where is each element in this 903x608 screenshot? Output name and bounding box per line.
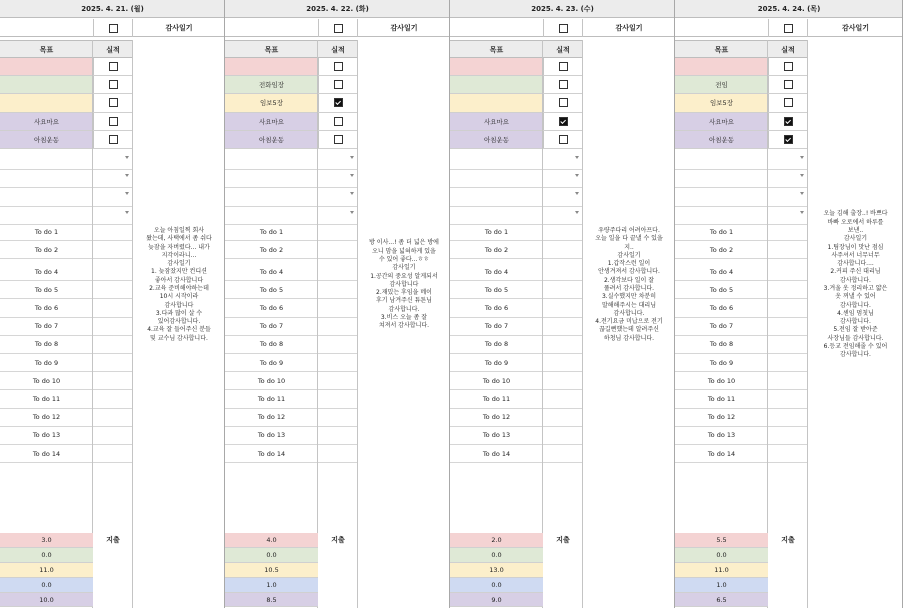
todo-item[interactable]: To do 5 bbox=[0, 281, 93, 299]
todo-item[interactable]: To do 14 bbox=[0, 445, 93, 463]
todo-item[interactable]: To do 8 bbox=[675, 336, 768, 354]
todo-item[interactable]: To do 14 bbox=[450, 445, 543, 463]
todo-item[interactable]: To do 12 bbox=[675, 409, 768, 427]
day-column bbox=[0, 0, 225, 608]
todo-item[interactable]: To do 11 bbox=[675, 390, 768, 408]
day-column bbox=[450, 0, 675, 608]
diary-done-checkbox-wrap bbox=[93, 19, 133, 37]
goal-input[interactable]: 전임 bbox=[715, 81, 728, 90]
stat-value: 3.0 bbox=[0, 533, 93, 548]
date-header: 2025. 4. 22. (화) bbox=[225, 0, 450, 18]
stat-value: 0.0 bbox=[450, 548, 543, 563]
expense-label: 지출 bbox=[556, 536, 570, 545]
diary-header-label: 감사일기 bbox=[615, 24, 643, 32]
day-column bbox=[225, 0, 450, 608]
diary-toggle-row bbox=[450, 19, 675, 37]
stat-value: 11.0 bbox=[675, 563, 768, 578]
stat-value: 0.0 bbox=[450, 578, 543, 593]
diary-header-label: 감사일기 bbox=[390, 24, 418, 32]
todo-item[interactable]: To do 1 bbox=[675, 223, 768, 241]
date-header: 2025. 4. 21. (월) bbox=[0, 0, 225, 18]
todo-item[interactable]: To do 11 bbox=[0, 390, 93, 408]
todo-item[interactable]: To do 1 bbox=[0, 223, 93, 241]
todo-item[interactable]: To do 14 bbox=[675, 445, 768, 463]
todo-item[interactable]: To do 7 bbox=[450, 318, 543, 336]
stat-value: 10.0 bbox=[0, 593, 93, 608]
column-divider bbox=[675, 40, 808, 608]
todo-item[interactable]: To do 12 bbox=[225, 409, 318, 427]
todo-item[interactable]: To do 8 bbox=[0, 336, 93, 354]
todo-item[interactable]: To do 10 bbox=[225, 372, 318, 390]
todo-item[interactable]: To do 4 bbox=[450, 263, 543, 281]
result-column-header: 실적 bbox=[781, 45, 795, 54]
expense-label: 지출 bbox=[106, 536, 120, 545]
goal-input[interactable]: 사요마요 bbox=[258, 117, 285, 126]
todo-item[interactable]: To do 13 bbox=[0, 427, 93, 445]
todo-item[interactable]: To do 2 bbox=[450, 241, 543, 259]
diary-toggle-row bbox=[675, 19, 903, 37]
goal-input[interactable]: 아침운동 bbox=[33, 135, 60, 144]
goal-column-header: 목표 bbox=[714, 45, 729, 54]
diary-done-checkbox-wrap bbox=[768, 19, 808, 37]
todo-item[interactable]: To do 10 bbox=[675, 372, 768, 390]
diary-done-checkbox-wrap bbox=[318, 19, 358, 37]
stat-value: 2.0 bbox=[450, 533, 543, 548]
todo-item[interactable]: To do 6 bbox=[0, 299, 93, 317]
stat-value: 1.0 bbox=[225, 578, 318, 593]
stat-value: 0.0 bbox=[225, 548, 318, 563]
diary-toggle-row bbox=[0, 19, 225, 37]
todo-item[interactable]: To do 7 bbox=[225, 318, 318, 336]
todo-item[interactable]: To do 8 bbox=[225, 336, 318, 354]
date-header: 2025. 4. 24. (목) bbox=[675, 0, 903, 18]
diary-done-checkbox[interactable] bbox=[334, 24, 343, 33]
goal-column-header: 목표 bbox=[489, 45, 504, 54]
diary-toggle-row bbox=[225, 19, 450, 37]
todo-item[interactable]: To do 13 bbox=[675, 427, 768, 445]
diary-text[interactable]: 오늘 아침일찍 회사 왔는데, 사택에서 좀 쉬다 늦잠을 자버렸다... 내가 지각이라니... 감사일기 1. 늦잠잤지만 컨디션 좋아서 감사합니다 2.교육 준비해야하는데 10시 시작이라 감사합니다 3.다과 많이 살 수 있어감사합니다. 4.교육 잘 들어주신 분들 및 교수님 감사합니다. bbox=[146, 226, 212, 342]
goal-input[interactable]: 사요마요 bbox=[33, 117, 60, 126]
diary-text[interactable]: 오늘 김해 출장..! 바쁘다 바빠 오로에서 하루를 보낸.. 감사일기 1.팀장님이 맛난 점심 사주셔서 너무너무 감사합니다.... 2.커피 주신 대리님 감사합니다. 3.겨울 옷 정리하고 얇은 옷 꺼낼 수 있어 감사합니다. 4.센임 멈칫님 감사합니다. 5.전임 잘 받아준 사장님들 감사합니다. 6.등교 전임해줄 수 있어 감사합니다. bbox=[823, 210, 888, 359]
goal-column-header: 목표 bbox=[264, 45, 279, 54]
todo-item[interactable]: To do 9 bbox=[225, 354, 318, 372]
goal-input[interactable]: 아침운동 bbox=[708, 135, 735, 144]
goal-input[interactable]: 임보5장 bbox=[710, 99, 733, 108]
todo-item[interactable]: To do 4 bbox=[675, 263, 768, 281]
todo-item[interactable]: To do 10 bbox=[0, 372, 93, 390]
todo-item[interactable]: To do 9 bbox=[450, 354, 543, 372]
diary-text[interactable]: 방 이사...! 좀 더 넓은 방에 오니 맘을 넓혀하게 있을 수 있어 좋다...ㅎㅎ 감사일기 1.공간의 중요성 알게되서 감사합니다 2.재밌는 후임을 메이 후기 남겨주신 튜튼님 감사합니다. 3.비스 오늘 좀 잘 쳐져서 감사합니다. bbox=[369, 239, 439, 330]
diary-done-checkbox-wrap bbox=[543, 19, 583, 37]
todo-item[interactable]: To do 6 bbox=[675, 299, 768, 317]
todo-item[interactable]: To do 4 bbox=[0, 263, 93, 281]
todo-item[interactable]: To do 6 bbox=[225, 299, 318, 317]
stat-value: 0.0 bbox=[0, 548, 93, 563]
todo-item[interactable]: To do 11 bbox=[225, 390, 318, 408]
stat-value: 11.0 bbox=[0, 563, 93, 578]
stat-value: 6.5 bbox=[675, 593, 768, 608]
stat-value: 4.0 bbox=[225, 533, 318, 548]
todo-item[interactable]: To do 8 bbox=[450, 336, 543, 354]
result-column-header: 실적 bbox=[331, 45, 345, 54]
goal-input[interactable]: 아침운동 bbox=[258, 135, 285, 144]
expense-label: 지출 bbox=[781, 536, 795, 545]
diary-done-checkbox[interactable] bbox=[784, 24, 793, 33]
goal-input[interactable]: 아침운동 bbox=[483, 135, 510, 144]
stat-value: 9.0 bbox=[450, 593, 543, 608]
todo-item[interactable]: To do 13 bbox=[225, 427, 318, 445]
result-column-header: 실적 bbox=[106, 45, 120, 54]
stat-value: 10.5 bbox=[225, 563, 318, 578]
diary-header-label: 감사일기 bbox=[841, 24, 870, 32]
todo-item[interactable]: To do 7 bbox=[0, 318, 93, 336]
column-divider bbox=[450, 40, 583, 608]
todo-item[interactable]: To do 5 bbox=[225, 281, 318, 299]
todo-item[interactable]: To do 7 bbox=[675, 318, 768, 336]
diary-header-label: 감사일기 bbox=[165, 24, 193, 32]
diary-text[interactable]: 우량주다리 어려아프다. 오늘 일을 다 끝낼 수 있을 지.. 감사일기 1.갑작스런 일이 안생겨져서 감사합니다. 2.생각보다 일이 잘 풀려서 감사합니다. 3.실수했지만 차분히 말해해주시는 대리님 감사합니다. 4.전기요금 미납으로 전기 끊길뻔했는데 알려주신 하청님 감사합니다. bbox=[595, 226, 663, 342]
todo-item[interactable]: To do 1 bbox=[225, 223, 318, 241]
todo-item[interactable]: To do 11 bbox=[450, 390, 543, 408]
todo-item[interactable]: To do 9 bbox=[0, 354, 93, 372]
todo-item[interactable]: To do 2 bbox=[675, 241, 768, 259]
day-column bbox=[675, 0, 903, 608]
stat-value: 1.0 bbox=[675, 578, 768, 593]
diary-done-checkbox[interactable] bbox=[109, 24, 118, 33]
todo-item[interactable]: To do 14 bbox=[225, 445, 318, 463]
expense-label: 지출 bbox=[331, 536, 345, 545]
goal-input[interactable]: 전화임장 bbox=[258, 81, 285, 90]
column-divider bbox=[225, 40, 358, 608]
stat-value: 0.0 bbox=[0, 578, 93, 593]
todo-item[interactable]: To do 5 bbox=[450, 281, 543, 299]
todo-item[interactable]: To do 10 bbox=[450, 372, 543, 390]
stat-value: 13.0 bbox=[450, 563, 543, 578]
goal-input[interactable]: 사요마요 bbox=[708, 117, 735, 126]
todo-item[interactable]: To do 4 bbox=[225, 263, 318, 281]
todo-item[interactable]: To do 5 bbox=[675, 281, 768, 299]
todo-item[interactable]: To do 2 bbox=[225, 241, 318, 259]
result-column-header: 실적 bbox=[556, 45, 570, 54]
goal-column-header: 목표 bbox=[39, 45, 54, 54]
stat-value: 5.5 bbox=[675, 533, 768, 548]
todo-item[interactable]: To do 6 bbox=[450, 299, 543, 317]
stat-value: 8.5 bbox=[225, 593, 318, 608]
goal-input[interactable]: 사요마요 bbox=[483, 117, 510, 126]
stat-value: 0.0 bbox=[675, 548, 768, 563]
todo-item[interactable]: To do 12 bbox=[450, 409, 543, 427]
column-divider bbox=[0, 40, 133, 608]
todo-item[interactable]: To do 12 bbox=[0, 409, 93, 427]
date-header: 2025. 4. 23. (수) bbox=[450, 0, 675, 18]
goal-input[interactable]: 임보5장 bbox=[260, 99, 283, 108]
todo-item[interactable]: To do 1 bbox=[450, 223, 543, 241]
diary-done-checkbox[interactable] bbox=[559, 24, 568, 33]
todo-item[interactable]: To do 9 bbox=[675, 354, 768, 372]
todo-item[interactable]: To do 2 bbox=[0, 241, 93, 259]
todo-item[interactable]: To do 13 bbox=[450, 427, 543, 445]
